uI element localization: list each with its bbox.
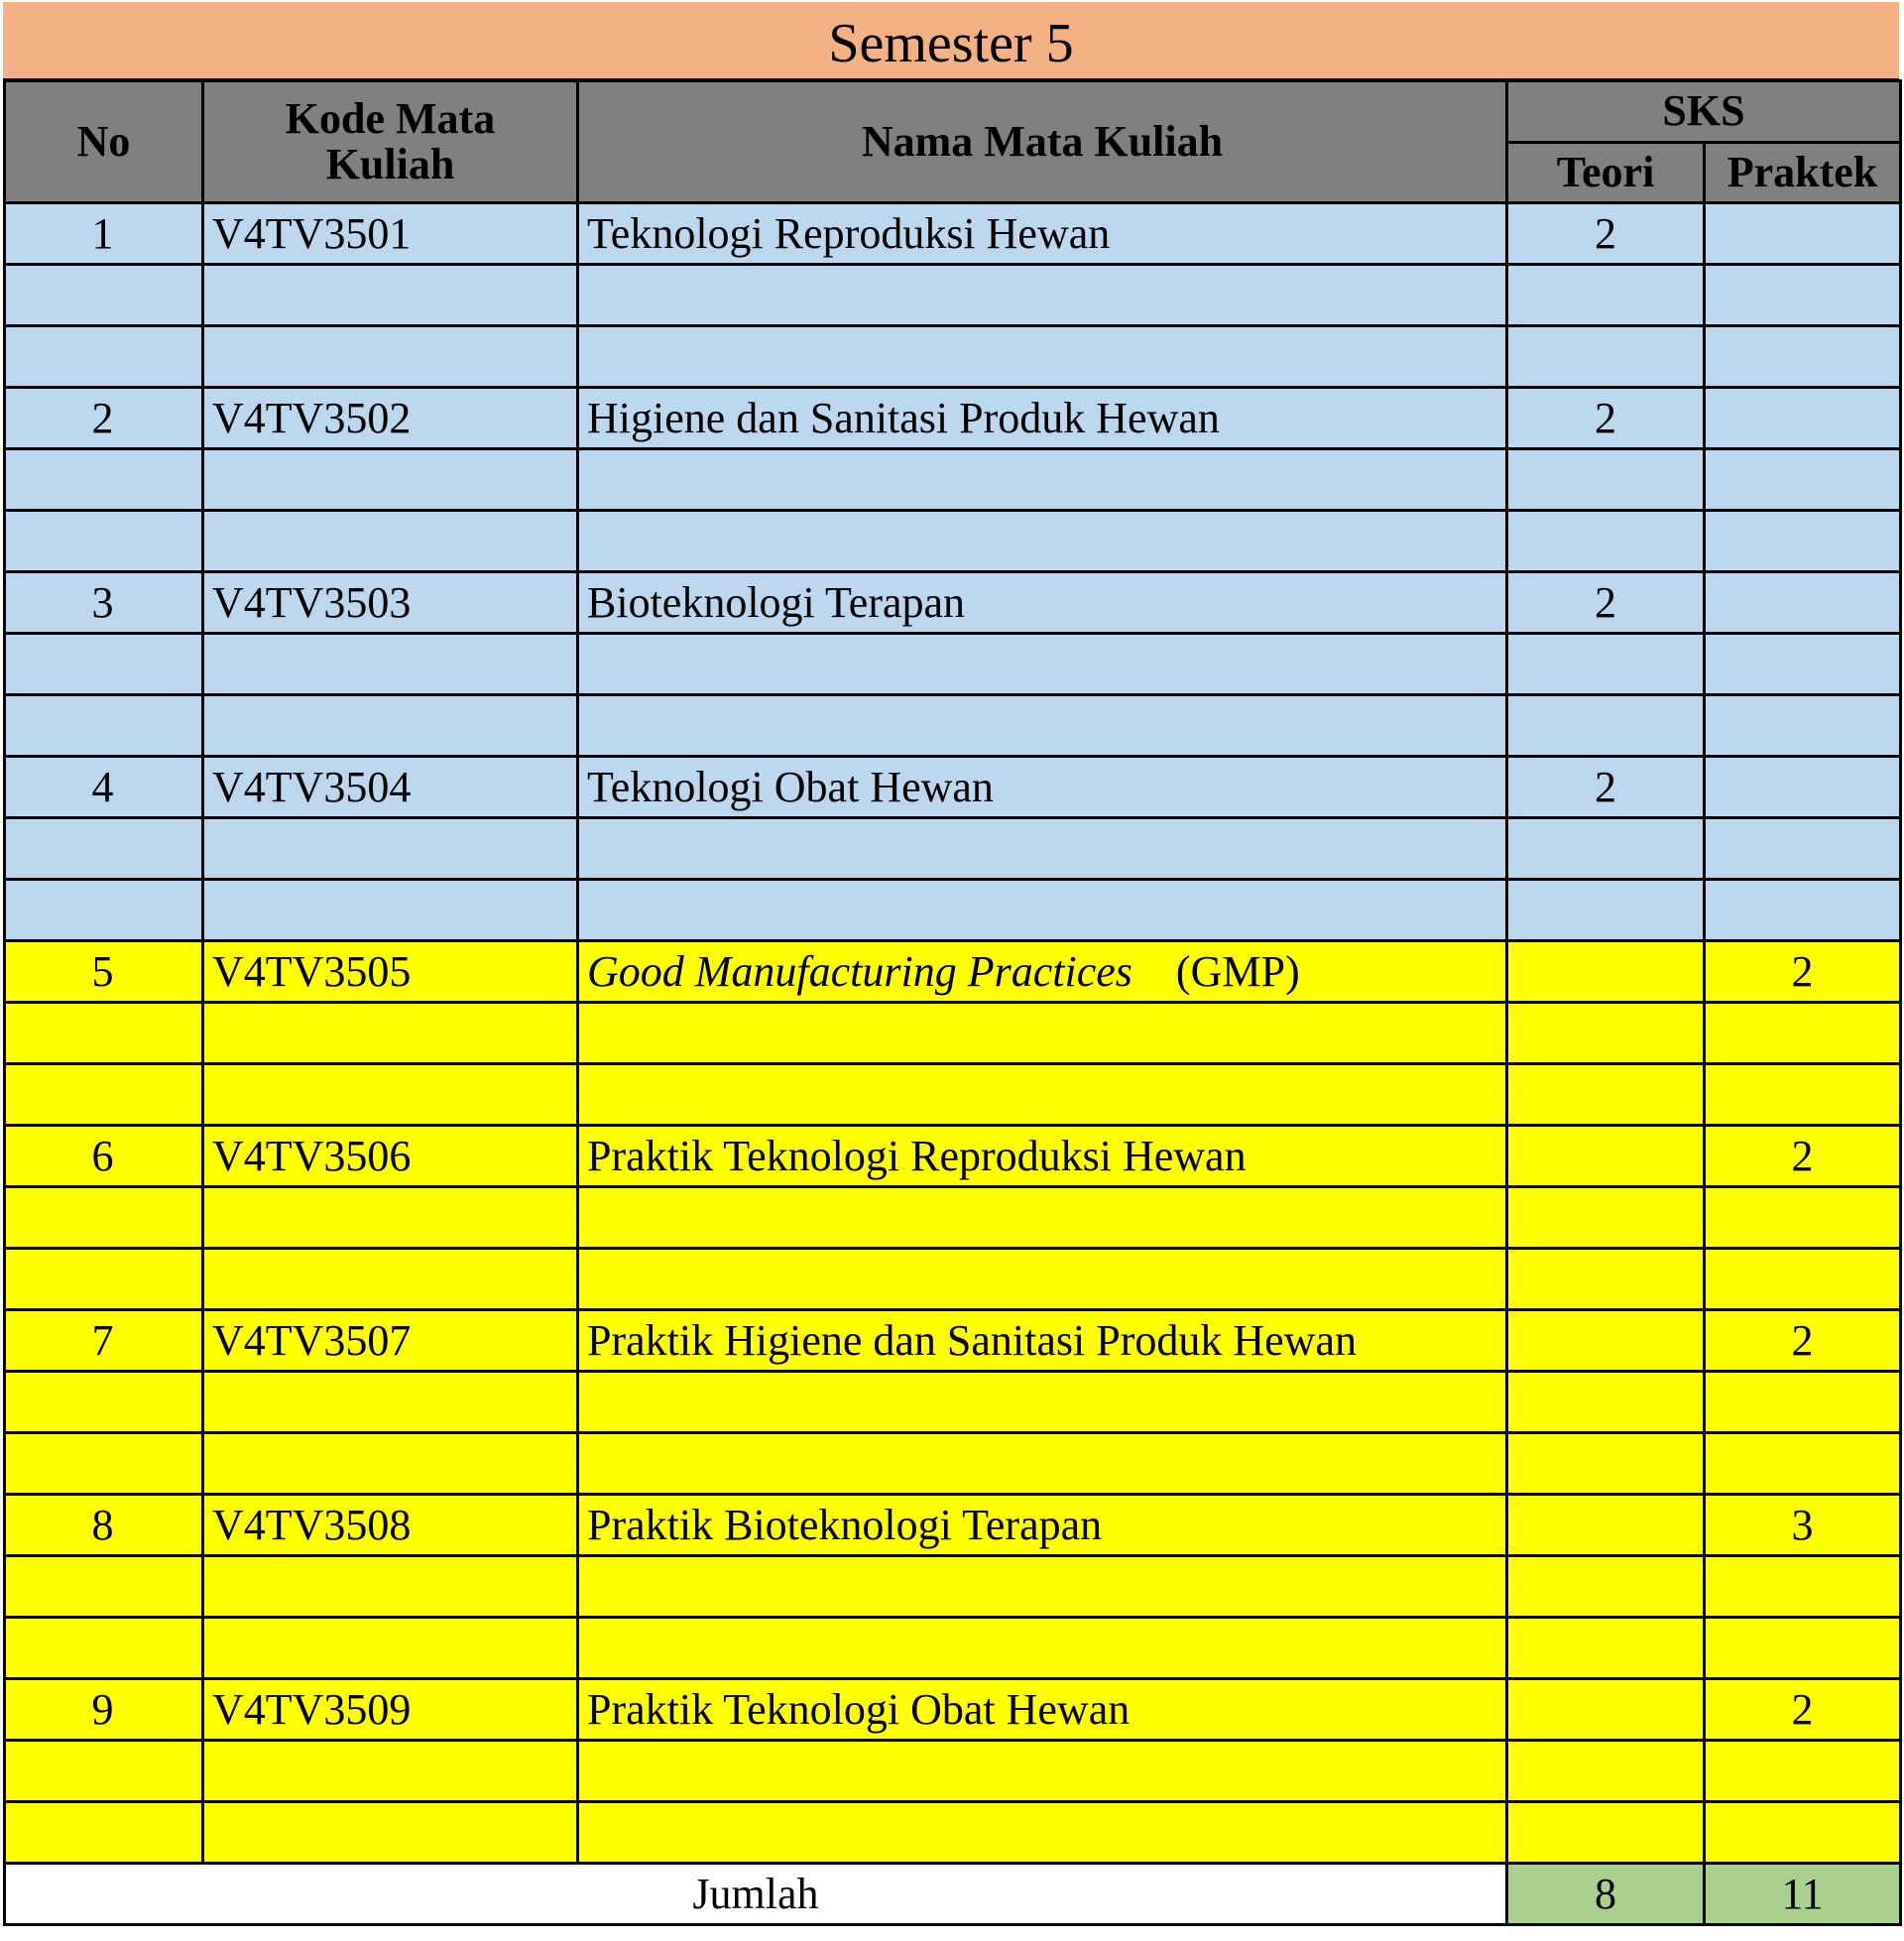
course-code: V4TV3503 bbox=[203, 572, 578, 634]
course-name bbox=[578, 941, 1507, 1003]
empty-cell bbox=[578, 326, 1507, 388]
total-praktek: 11 bbox=[1705, 1864, 1901, 1925]
empty-row bbox=[5, 1556, 1901, 1618]
course-row bbox=[5, 941, 1901, 1003]
empty-cell bbox=[578, 1064, 1507, 1126]
empty-cell bbox=[1507, 449, 1705, 511]
course-no: 6 bbox=[5, 1126, 203, 1187]
empty-cell bbox=[203, 449, 578, 511]
empty-cell bbox=[1507, 1556, 1705, 1618]
empty-cell bbox=[1705, 695, 1901, 757]
empty-cell bbox=[1507, 634, 1705, 695]
empty-cell bbox=[578, 634, 1507, 695]
course-praktek: 2 bbox=[1705, 1679, 1901, 1741]
empty-cell bbox=[578, 1249, 1507, 1310]
course-praktek: 2 bbox=[1705, 1126, 1901, 1187]
course-row bbox=[5, 572, 1901, 634]
empty-row bbox=[5, 265, 1901, 326]
empty-cell bbox=[578, 818, 1507, 880]
empty-row bbox=[5, 1003, 1901, 1064]
empty-cell bbox=[578, 1433, 1507, 1495]
course-teori: 2 bbox=[1507, 388, 1705, 449]
empty-cell bbox=[5, 1187, 203, 1249]
course-code: V4TV3504 bbox=[203, 757, 578, 818]
empty-cell bbox=[5, 511, 203, 572]
empty-cell bbox=[1507, 1249, 1705, 1310]
course-code: V4TV3505 bbox=[203, 941, 578, 1003]
course-teori: 2 bbox=[1507, 203, 1705, 265]
empty-row bbox=[5, 1433, 1901, 1495]
empty-cell bbox=[1705, 1433, 1901, 1495]
course-no: 3 bbox=[5, 572, 203, 634]
course-praktek bbox=[1705, 757, 1901, 818]
empty-cell bbox=[203, 1556, 578, 1618]
course-code: V4TV3509 bbox=[203, 1679, 578, 1741]
empty-cell bbox=[578, 695, 1507, 757]
course-table bbox=[3, 79, 1902, 1926]
course-praktek bbox=[1705, 572, 1901, 634]
empty-cell bbox=[1705, 1249, 1901, 1310]
course-name: Teknologi Obat Hewan bbox=[578, 757, 1507, 818]
empty-cell bbox=[1507, 1433, 1705, 1495]
empty-cell bbox=[203, 634, 578, 695]
empty-cell bbox=[203, 1802, 578, 1864]
course-row bbox=[5, 1679, 1901, 1741]
empty-cell bbox=[578, 265, 1507, 326]
course-name: Bioteknologi Terapan bbox=[578, 572, 1507, 634]
empty-cell bbox=[1705, 1372, 1901, 1433]
empty-cell bbox=[203, 326, 578, 388]
course-no: 2 bbox=[5, 388, 203, 449]
empty-cell bbox=[5, 1433, 203, 1495]
empty-cell bbox=[1507, 326, 1705, 388]
semester-title: Semester 5 bbox=[3, 2, 1899, 81]
empty-cell bbox=[578, 1372, 1507, 1433]
empty-cell bbox=[1507, 265, 1705, 326]
empty-cell bbox=[203, 1187, 578, 1249]
header-row bbox=[5, 81, 1901, 143]
empty-cell bbox=[1705, 1741, 1901, 1802]
empty-cell bbox=[1507, 1618, 1705, 1679]
course-name: Praktik Teknologi Reproduksi Hewan bbox=[578, 1126, 1507, 1187]
empty-cell bbox=[1507, 818, 1705, 880]
empty-cell bbox=[203, 1249, 578, 1310]
course-teori: 2 bbox=[1507, 572, 1705, 634]
header-kode bbox=[203, 81, 578, 203]
empty-cell bbox=[578, 1187, 1507, 1249]
empty-cell bbox=[1705, 1556, 1901, 1618]
empty-cell bbox=[203, 695, 578, 757]
course-code: V4TV3507 bbox=[203, 1310, 578, 1372]
course-praktek: 3 bbox=[1705, 1495, 1901, 1556]
empty-row bbox=[5, 1802, 1901, 1864]
course-praktek bbox=[1705, 203, 1901, 265]
course-code: V4TV3506 bbox=[203, 1126, 578, 1187]
empty-cell bbox=[1705, 818, 1901, 880]
empty-cell bbox=[1507, 1003, 1705, 1064]
empty-cell bbox=[5, 818, 203, 880]
header-kode-label: Kode Mata Kuliah bbox=[285, 93, 496, 188]
empty-cell bbox=[578, 880, 1507, 941]
course-name-suffix: (GMP) bbox=[1175, 947, 1300, 996]
empty-cell bbox=[5, 880, 203, 941]
course-name-italic: Good Manufacturing Practices bbox=[587, 947, 1132, 996]
empty-cell bbox=[5, 1064, 203, 1126]
empty-cell bbox=[1507, 1187, 1705, 1249]
empty-cell bbox=[5, 1003, 203, 1064]
course-no: 9 bbox=[5, 1679, 203, 1741]
empty-cell bbox=[1705, 1187, 1901, 1249]
empty-cell bbox=[1705, 1064, 1901, 1126]
course-no: 7 bbox=[5, 1310, 203, 1372]
empty-cell bbox=[203, 1741, 578, 1802]
course-teori: 2 bbox=[1507, 757, 1705, 818]
course-no: 5 bbox=[5, 941, 203, 1003]
course-praktek: 2 bbox=[1705, 941, 1901, 1003]
course-teori bbox=[1507, 1679, 1705, 1741]
course-name: Praktik Bioteknologi Terapan bbox=[578, 1495, 1507, 1556]
empty-cell bbox=[1507, 695, 1705, 757]
empty-row bbox=[5, 634, 1901, 695]
course-no: 1 bbox=[5, 203, 203, 265]
empty-cell bbox=[203, 880, 578, 941]
header-sks: SKS bbox=[1507, 81, 1901, 143]
header-no: No bbox=[5, 81, 203, 203]
empty-row bbox=[5, 511, 1901, 572]
empty-row bbox=[5, 449, 1901, 511]
empty-cell bbox=[203, 1372, 578, 1433]
empty-cell bbox=[1705, 1003, 1901, 1064]
empty-cell bbox=[5, 1249, 203, 1310]
empty-cell bbox=[203, 1433, 578, 1495]
empty-cell bbox=[203, 1618, 578, 1679]
empty-row bbox=[5, 1249, 1901, 1310]
empty-row bbox=[5, 1618, 1901, 1679]
course-name: Higiene dan Sanitasi Produk Hewan bbox=[578, 388, 1507, 449]
empty-cell bbox=[1507, 511, 1705, 572]
course-no: 8 bbox=[5, 1495, 203, 1556]
empty-cell bbox=[578, 449, 1507, 511]
empty-row bbox=[5, 880, 1901, 941]
course-row bbox=[5, 1310, 1901, 1372]
course-row bbox=[5, 203, 1901, 265]
empty-cell bbox=[5, 449, 203, 511]
empty-row bbox=[5, 1372, 1901, 1433]
empty-cell bbox=[578, 1741, 1507, 1802]
course-name: Teknologi Reproduksi Hewan bbox=[578, 203, 1507, 265]
empty-cell bbox=[1705, 326, 1901, 388]
total-teori: 8 bbox=[1507, 1864, 1705, 1925]
course-teori bbox=[1507, 1495, 1705, 1556]
empty-cell bbox=[1507, 1802, 1705, 1864]
empty-cell bbox=[5, 1556, 203, 1618]
course-code: V4TV3501 bbox=[203, 203, 578, 265]
empty-cell bbox=[1507, 1372, 1705, 1433]
course-row bbox=[5, 757, 1901, 818]
course-row bbox=[5, 1126, 1901, 1187]
course-teori bbox=[1507, 941, 1705, 1003]
empty-row bbox=[5, 326, 1901, 388]
empty-cell bbox=[1705, 880, 1901, 941]
empty-cell bbox=[1705, 1802, 1901, 1864]
empty-cell bbox=[203, 1064, 578, 1126]
empty-row bbox=[5, 818, 1901, 880]
empty-cell bbox=[203, 511, 578, 572]
empty-cell bbox=[578, 1802, 1507, 1864]
course-teori bbox=[1507, 1310, 1705, 1372]
empty-cell bbox=[203, 818, 578, 880]
course-praktek bbox=[1705, 388, 1901, 449]
course-praktek: 2 bbox=[1705, 1310, 1901, 1372]
empty-cell bbox=[5, 634, 203, 695]
empty-row bbox=[5, 1064, 1901, 1126]
empty-cell bbox=[1507, 1741, 1705, 1802]
course-row bbox=[5, 1495, 1901, 1556]
empty-cell bbox=[5, 695, 203, 757]
header-teori: Teori bbox=[1507, 143, 1705, 203]
header-praktek: Praktek bbox=[1705, 143, 1901, 203]
course-code: V4TV3502 bbox=[203, 388, 578, 449]
empty-cell bbox=[1507, 880, 1705, 941]
empty-cell bbox=[578, 511, 1507, 572]
empty-cell bbox=[1705, 1618, 1901, 1679]
empty-cell bbox=[5, 1372, 203, 1433]
empty-cell bbox=[5, 1618, 203, 1679]
empty-cell bbox=[578, 1003, 1507, 1064]
empty-cell bbox=[1705, 449, 1901, 511]
total-label: Jumlah bbox=[5, 1864, 1507, 1925]
empty-cell bbox=[203, 1003, 578, 1064]
empty-cell bbox=[1507, 1064, 1705, 1126]
empty-row bbox=[5, 695, 1901, 757]
empty-cell bbox=[578, 1618, 1507, 1679]
header-nama: Nama Mata Kuliah bbox=[578, 81, 1507, 203]
course-teori bbox=[1507, 1126, 1705, 1187]
empty-row bbox=[5, 1187, 1901, 1249]
empty-cell bbox=[1705, 265, 1901, 326]
empty-cell bbox=[5, 265, 203, 326]
empty-row bbox=[5, 1741, 1901, 1802]
course-row bbox=[5, 388, 1901, 449]
course-code: V4TV3508 bbox=[203, 1495, 578, 1556]
empty-cell bbox=[1705, 511, 1901, 572]
empty-cell bbox=[203, 265, 578, 326]
empty-cell bbox=[1705, 634, 1901, 695]
empty-cell bbox=[5, 1802, 203, 1864]
total-row bbox=[5, 1864, 1901, 1925]
course-no: 4 bbox=[5, 757, 203, 818]
empty-cell bbox=[578, 1556, 1507, 1618]
empty-cell bbox=[5, 326, 203, 388]
course-name: Praktik Teknologi Obat Hewan bbox=[578, 1679, 1507, 1741]
empty-cell bbox=[5, 1741, 203, 1802]
course-name: Praktik Higiene dan Sanitasi Produk Hewan bbox=[578, 1310, 1507, 1372]
